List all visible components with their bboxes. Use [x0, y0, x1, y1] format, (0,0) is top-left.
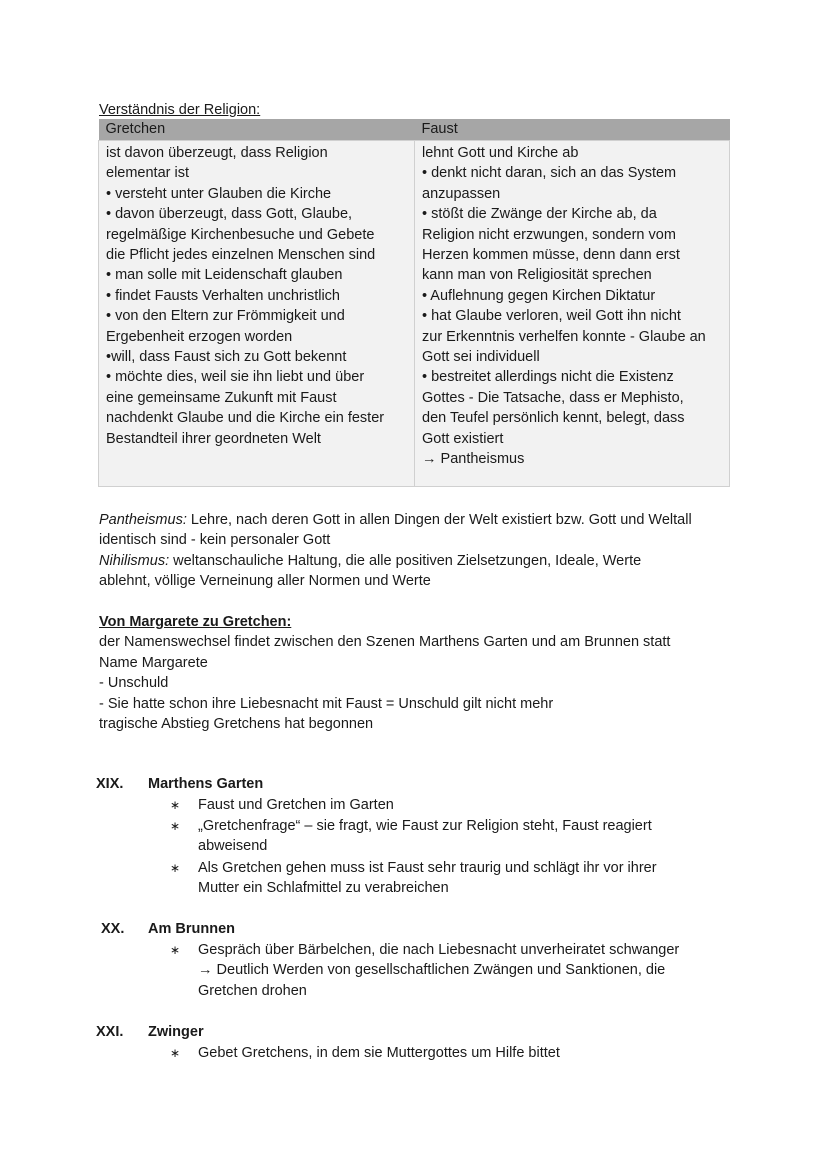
cell-line: • versteht unter Glauben die Kirche — [106, 185, 332, 202]
cell-line: • möchte dies, weil sie ihn liebt und über — [106, 369, 365, 386]
scene-number: XX. — [101, 921, 125, 937]
scene-number: XXI. — [96, 1024, 124, 1040]
margarete-line: tragische Abstieg Gretchens hat begonnen — [99, 716, 374, 733]
cell-line: Gottes - Die Tatsache, dass er Mephisto, — [422, 389, 684, 406]
scene-title: Am Brunnen — [148, 921, 235, 937]
cell-line: • Auflehnung gegen Kirchen Diktatur — [422, 287, 656, 304]
bullet-text: Faust und Gretchen im Garten — [198, 797, 394, 813]
cell-line: Bestandteil ihrer geordneten Welt — [106, 430, 321, 447]
cell-line: regelmäßige Kirchenbesuche und Gebete — [106, 226, 375, 243]
column-header-faust: Faust — [415, 119, 730, 141]
margarete-line: Name Margarete — [99, 654, 208, 671]
scene-title: Marthens Garten — [148, 776, 264, 792]
table-row — [99, 141, 730, 487]
religion-section-title: Verständnis der Religion: — [99, 102, 261, 118]
asterisk-bullet-icon: ∗ — [170, 819, 181, 833]
cell-line: kann man von Religiosität sprechen — [422, 267, 652, 284]
gretchen-cell — [99, 141, 415, 487]
cell-line: die Pflicht jedes einzelnen Menschen sind — [106, 247, 376, 264]
cell-line: Gott sei individuell — [422, 349, 540, 366]
asterisk-bullet-icon: ∗ — [170, 943, 181, 957]
bullet-text: Als Gretchen gehen muss ist Faust sehr traurig und schlägt ihr vor ihrer — [198, 860, 657, 876]
scene-number: XIX. — [96, 776, 124, 792]
asterisk-bullet-icon: ∗ — [170, 798, 181, 812]
cell-line: den Teufel persönlich kennt, belegt, dass — [422, 410, 685, 427]
cell-line: anzupassen — [422, 185, 501, 202]
column-header-gretchen: Gretchen — [99, 119, 415, 141]
term-nihilismus: Nihilismus: — [99, 552, 170, 569]
bullet-text: Mutter ein Schlafmittel zu verabreichen — [198, 880, 449, 897]
cell-line: Herzen kommen müsse, denn dann erst — [422, 247, 680, 264]
table-header-row — [99, 119, 730, 141]
bullet-text: „Gretchenfrage“ – sie fragt, wie Faust zur Religion steht, Faust reagiert — [198, 818, 652, 834]
definition-text: Lehre, nach deren Gott in allen Dingen der Welt existiert bzw. Gott und Weltall — [186, 512, 692, 528]
bullet-text: abweisend — [198, 838, 268, 855]
cell-line: eine gemeinsame Zukunft mit Faust — [106, 389, 337, 406]
cell-line: • von den Eltern zur Frömmigkeit und — [106, 308, 345, 325]
cell-line: lehnt Gott und Kirche ab — [422, 145, 579, 161]
margarete-section — [99, 612, 739, 734]
bullet-text: Gebet Gretchens, in dem sie Muttergottes um Hilfe bittet — [198, 1045, 560, 1061]
margarete-section-title: Von Margarete zu Gretchen: — [99, 614, 292, 630]
definitions-block — [99, 510, 739, 592]
cell-line: • denkt nicht daran, sich an das System — [422, 165, 677, 182]
religion-comparison-table — [98, 119, 730, 487]
definition-nihilismus — [99, 551, 739, 571]
cell-line: Ergebenheit erzogen worden — [106, 328, 293, 345]
cell-line: → Pantheismus — [422, 451, 525, 468]
term-pantheismus: Pantheismus: — [99, 512, 187, 528]
bullet-text: Gretchen drohen — [198, 982, 307, 999]
margarete-line: - Unschuld — [99, 675, 169, 692]
cell-line: • man solle mit Leidenschaft glauben — [106, 267, 343, 284]
cell-line: • stößt die Zwänge der Kirche ab, da — [422, 206, 657, 223]
cell-line: zur Erkenntnis verhelfen konnte - Glaube an — [422, 328, 706, 345]
asterisk-bullet-icon: ∗ — [170, 861, 181, 875]
margarete-line: - Sie hatte schon ihre Liebesnacht mit Faust = Unschuld gilt nicht mehr — [99, 695, 554, 712]
cell-line: • bestreitet allerdings nicht die Existenz — [422, 369, 674, 386]
asterisk-bullet-icon: ∗ — [170, 1046, 181, 1060]
margarete-line: der Namenswechsel findet zwischen den Szenen Marthens Garten und am Brunnen statt — [99, 634, 671, 651]
cell-line: elementar ist — [106, 165, 190, 182]
cell-line: Religion nicht erzwungen, sondern vom — [422, 226, 676, 243]
cell-line: • davon überzeugt, dass Gott, Glaube, — [106, 206, 353, 223]
definition-text-line: ablehnt, völlige Verneinung aller Normen und Werte — [99, 573, 431, 590]
cell-line: nachdenkt Glaube und die Kirche ein fester — [106, 410, 385, 427]
bullet-text: Gespräch über Bärbelchen, die nach Liebesnacht unverheiratet schwanger — [198, 942, 680, 958]
cell-line: ist davon überzeugt, dass Religion — [106, 145, 328, 161]
faust-cell — [415, 141, 730, 487]
cell-line: • findet Fausts Verhalten unchristlich — [106, 287, 340, 304]
cell-line: • hat Glaube verloren, weil Gott ihn nicht — [422, 308, 681, 325]
bullet-text: → Deutlich Werden von gesellschaftlichen Zwängen und Sanktionen, die — [198, 962, 666, 979]
definition-text-line: identisch sind - kein personaler Gott — [99, 532, 331, 549]
definition-text: weltanschauliche Haltung, die alle positiven Zielsetzungen, Ideale, Werte — [169, 552, 642, 569]
cell-line: •will, dass Faust sich zu Gott bekennt — [106, 349, 347, 366]
scene-title: Zwinger — [148, 1024, 204, 1040]
cell-line: Gott existiert — [422, 430, 504, 447]
definition-pantheismus — [99, 510, 739, 530]
